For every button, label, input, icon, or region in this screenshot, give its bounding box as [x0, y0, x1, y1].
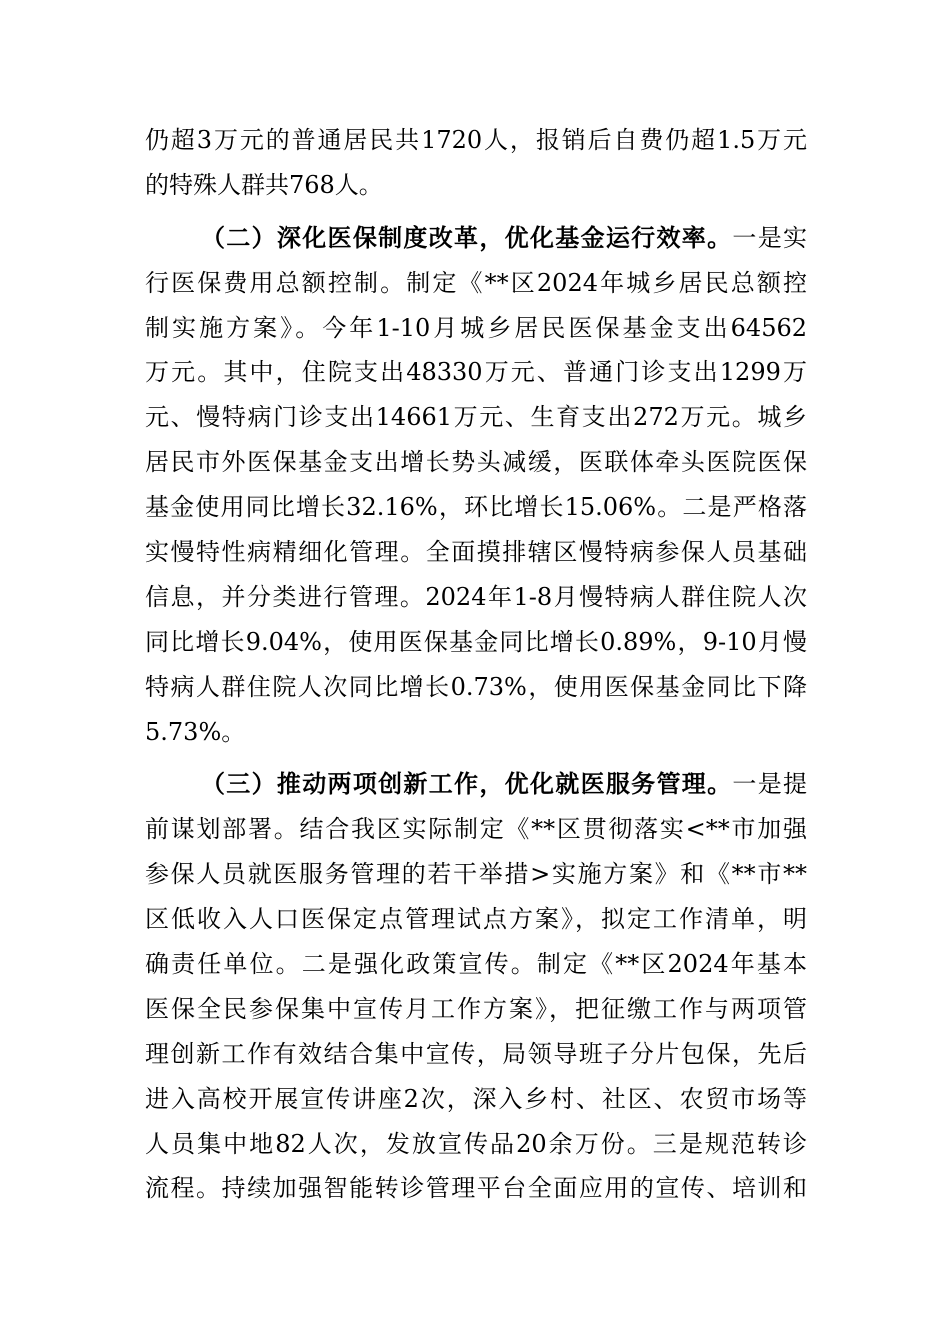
line-text: 的特殊人群共768人。: [145, 170, 383, 199]
paragraph-3-line-6: [145, 987, 807, 1032]
paragraph-3-line-10: [145, 1166, 807, 1211]
paragraph-2-line-2: [145, 261, 807, 306]
paragraph-2-line-7: [145, 485, 807, 530]
paragraph-2-line-11: [145, 665, 807, 710]
line-text: 参保人员就医服务管理的若干举措>实施方案》和《**市**: [145, 860, 807, 889]
line-text: 基金使用同比增长32.16%，环比增长15.06%。二是严格落: [145, 493, 807, 522]
paragraph-2-line-3: [145, 306, 807, 351]
line-text: 同比增长9.04%，使用医保基金同比增长0.89%，9-10月慢: [145, 627, 807, 656]
line-text: 万元。其中，住院支出48330万元、普通门诊支出1299万: [145, 358, 807, 387]
line-text: 元、慢特病门诊支出14661万元、生育支出272万元。城乡: [145, 403, 807, 432]
paragraph-3-line-2: [145, 807, 807, 852]
line-text: 区低收入人口医保定点管理试点方案》，拟定工作清单，明: [145, 905, 807, 934]
paragraph-2-line-10: [145, 620, 807, 665]
line-text: 前谋划部署。结合我区实际制定《**区贯彻落实<**市加强: [145, 815, 807, 844]
section-heading-3: （三）推动两项创新工作，优化就医服务管理。: [201, 769, 733, 799]
line-text: 特病人群住院人次同比增长0.73%，使用医保基金同比下降: [145, 672, 807, 701]
line-text: 确责任单位。二是强化政策宣传。制定《**区2024年基本: [145, 950, 807, 979]
paragraph-3-line-8: [145, 1077, 807, 1122]
line-text: 行医保费用总额控制。制定《**区2024年城乡居民总额控: [145, 268, 807, 297]
line-text: 居民市外医保基金支出增长势头减缓，医联体牵头医院医保: [145, 448, 807, 477]
paragraph-2-line-5: [145, 395, 807, 440]
paragraph-3-line-5: [145, 942, 807, 987]
paragraph-2-line-6: [145, 440, 807, 485]
paragraph-2-line-8: [145, 530, 807, 575]
paragraph-2-line-9: [145, 575, 807, 620]
line-text: 进入高校开展宣传讲座2次，深入乡村、社区、农贸市场等: [145, 1084, 807, 1113]
line-text: 一是实: [732, 223, 807, 252]
paragraph-3-line-3: [145, 852, 807, 897]
paragraph-2-line-1: [145, 216, 807, 261]
paragraph-1-line-1: [145, 118, 807, 163]
line-text: 人员集中地82人次，发放宣传品20余万份。三是规范转诊: [145, 1129, 807, 1158]
line-text: 信息，并分类进行管理。2024年1-8月慢特病人群住院人次: [145, 582, 807, 611]
line-text: 制实施方案》。今年1-10月城乡居民医保基金支出64562: [145, 313, 807, 342]
paragraph-2-line-4: [145, 350, 807, 395]
line-text: 5.73%。: [145, 717, 246, 746]
paragraph-3-line-1: [145, 762, 807, 807]
line-text: 实慢特性病精细化管理。全面摸排辖区慢特病参保人员基础: [145, 538, 807, 567]
paragraph-3-line-4: [145, 897, 807, 942]
document-body: [145, 118, 807, 1211]
section-heading-2: （二）深化医保制度改革，优化基金运行效率。: [201, 222, 733, 252]
paragraph-2-line-12: [145, 710, 807, 755]
paragraph-3-line-9: [145, 1122, 807, 1167]
paragraph-3-line-7: [145, 1032, 807, 1077]
line-text: 仍超3万元的普通居民共1720人，报销后自费仍超1.5万元: [145, 126, 807, 154]
line-text: 流程。持续加强智能转诊管理平台全面应用的宣传、培训和: [145, 1174, 807, 1203]
line-text: 医保全民参保集中宣传月工作方案》，把征缴工作与两项管: [145, 994, 807, 1023]
line-text: 一是提: [732, 770, 807, 799]
line-text: 理创新工作有效结合集中宣传，局领导班子分片包保，先后: [145, 1039, 807, 1068]
paragraph-1-line-2: [145, 163, 807, 208]
